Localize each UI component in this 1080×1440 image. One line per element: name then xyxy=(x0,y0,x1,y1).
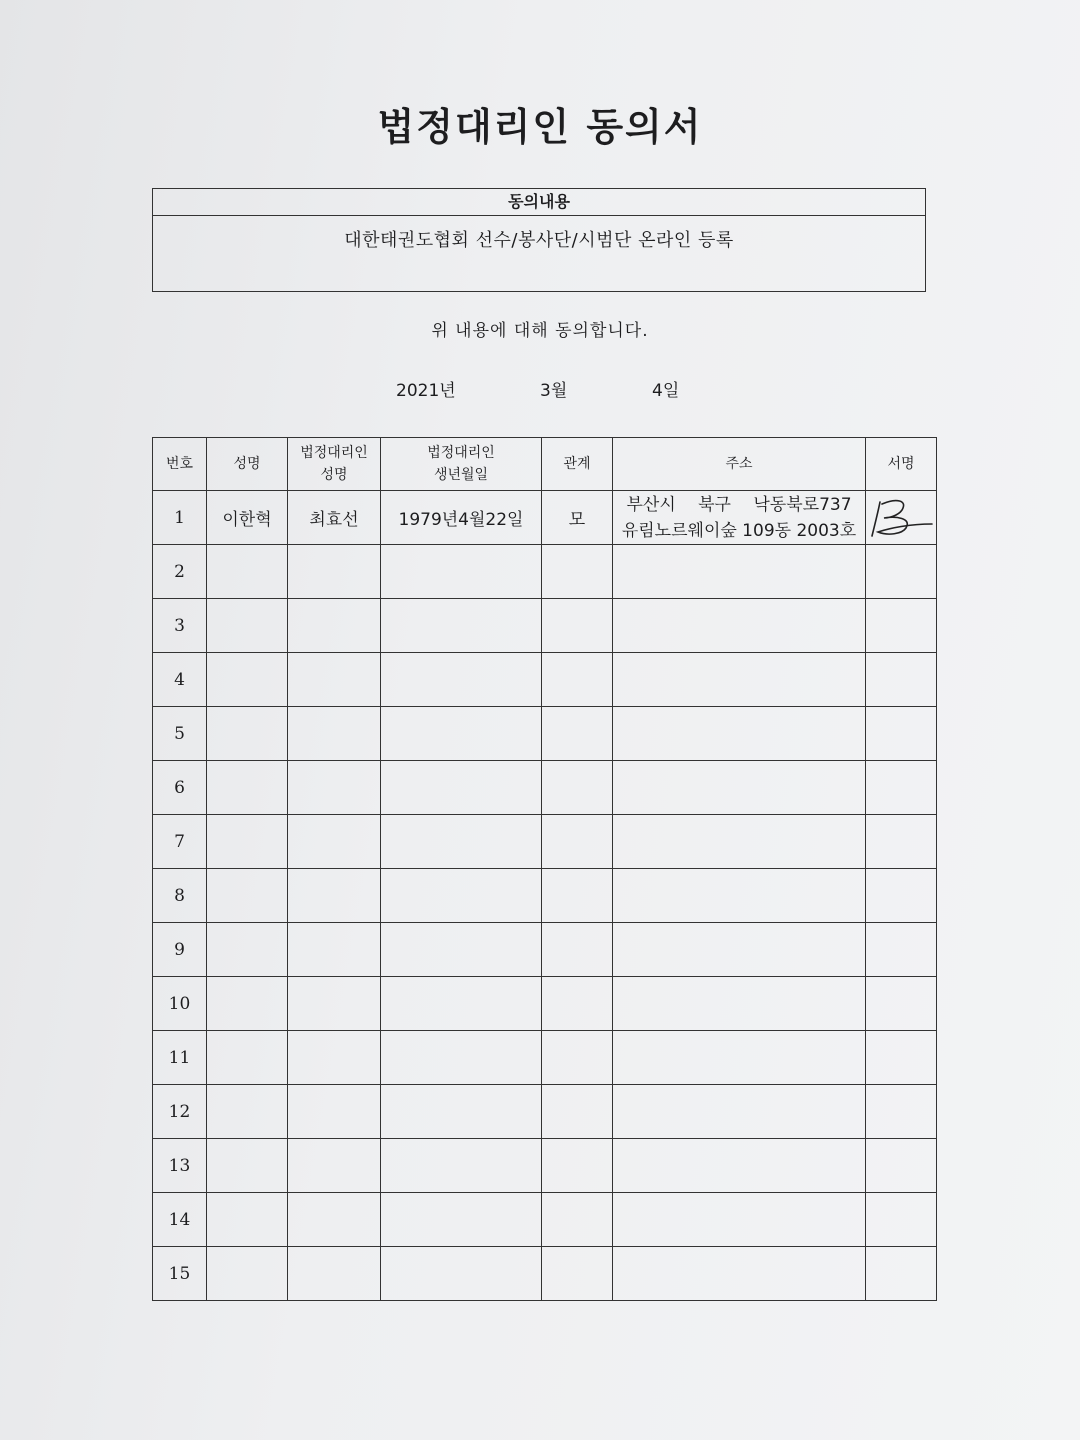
date-day: 4일 xyxy=(652,381,680,401)
signature xyxy=(866,977,937,1031)
guardian-name xyxy=(288,1247,381,1301)
guardian-birthdate xyxy=(381,1139,542,1193)
guardian-name xyxy=(288,815,381,869)
address xyxy=(613,1139,866,1193)
signature xyxy=(866,869,937,923)
guardian-birthdate xyxy=(381,545,542,599)
applicant-name xyxy=(207,545,288,599)
applicant-name xyxy=(207,707,288,761)
table-row xyxy=(153,977,937,1031)
table-row xyxy=(153,1247,937,1301)
signature xyxy=(866,1085,937,1139)
applicant-name xyxy=(207,815,288,869)
guardian-name xyxy=(288,707,381,761)
address xyxy=(613,761,866,815)
relation xyxy=(542,923,613,977)
relation xyxy=(542,599,613,653)
guardian-birthdate xyxy=(381,869,542,923)
signature xyxy=(866,653,937,707)
guardian-name xyxy=(288,923,381,977)
address-line2: 유림노르웨이숲 109동 2003호 xyxy=(621,520,857,541)
row-number: 2 xyxy=(153,545,207,599)
applicant-name xyxy=(207,923,288,977)
address xyxy=(613,545,866,599)
guardian-birthdate xyxy=(381,815,542,869)
signature xyxy=(866,545,937,599)
header-guardian-birth-line2: 생년월일 xyxy=(433,467,489,483)
guardian-birthdate xyxy=(381,1031,542,1085)
guardian-name xyxy=(288,869,381,923)
address xyxy=(613,599,866,653)
address xyxy=(613,1085,866,1139)
row-number: 14 xyxy=(153,1193,207,1247)
address xyxy=(613,491,866,545)
table-row xyxy=(153,1139,937,1193)
row-number: 7 xyxy=(153,815,207,869)
guardian-birthdate xyxy=(381,1193,542,1247)
applicant-name xyxy=(207,1139,288,1193)
guardian-birthdate xyxy=(381,707,542,761)
row-number: 11 xyxy=(153,1031,207,1085)
applicant-name: 이한혁 xyxy=(207,491,288,545)
signature xyxy=(866,1193,937,1247)
guardian-birthdate xyxy=(381,599,542,653)
table-row xyxy=(153,653,937,707)
date-month: 3월 xyxy=(540,381,568,401)
guardian-name xyxy=(288,761,381,815)
guardian-name xyxy=(288,653,381,707)
relation xyxy=(542,869,613,923)
guardian-birthdate xyxy=(381,977,542,1031)
applicant-name xyxy=(207,761,288,815)
guardian-name: 최효선 xyxy=(288,491,381,545)
signature xyxy=(866,1139,937,1193)
address-line1: 부산시 북구 낙동북로737 xyxy=(626,494,852,515)
table-row xyxy=(153,815,937,869)
header-guardian-name xyxy=(288,438,381,491)
signature xyxy=(866,599,937,653)
document-title: 법정대리인 동의서 xyxy=(377,105,703,149)
date-year: 2021년 xyxy=(396,381,456,401)
relation xyxy=(542,707,613,761)
guardian-birthdate xyxy=(381,1085,542,1139)
table-row xyxy=(153,1193,937,1247)
applicant-name xyxy=(207,1247,288,1301)
relation xyxy=(542,545,613,599)
header-guardian-name-line2: 성명 xyxy=(320,467,348,483)
guardian-birthdate xyxy=(381,1247,542,1301)
header-guardian-name-line1: 법정대리인 xyxy=(300,445,368,461)
table-row xyxy=(153,707,937,761)
consent-box xyxy=(152,188,926,292)
header-guardian-birth-line1: 법정대리인 xyxy=(427,445,495,461)
header-no: 번호 xyxy=(153,438,207,491)
address xyxy=(613,815,866,869)
address xyxy=(613,869,866,923)
relation xyxy=(542,1247,613,1301)
guardian-name xyxy=(288,599,381,653)
relation xyxy=(542,977,613,1031)
guardian-name xyxy=(288,1139,381,1193)
guardian-birthdate: 1979년4월22일 xyxy=(381,491,542,545)
row-number: 3 xyxy=(153,599,207,653)
applicant-name xyxy=(207,653,288,707)
signature xyxy=(866,1031,937,1085)
table-row xyxy=(153,491,937,545)
header-name: 성명 xyxy=(207,438,288,491)
table-row xyxy=(153,869,937,923)
row-number: 4 xyxy=(153,653,207,707)
row-number: 12 xyxy=(153,1085,207,1139)
guardian-name xyxy=(288,977,381,1031)
signature xyxy=(866,923,937,977)
guardian-name xyxy=(288,1031,381,1085)
row-number: 5 xyxy=(153,707,207,761)
row-number: 15 xyxy=(153,1247,207,1301)
address xyxy=(613,923,866,977)
guardian-birthdate xyxy=(381,761,542,815)
row-number: 6 xyxy=(153,761,207,815)
guardian-name xyxy=(288,1085,381,1139)
relation xyxy=(542,1139,613,1193)
address xyxy=(613,653,866,707)
signature xyxy=(866,761,937,815)
applicant-name xyxy=(207,1031,288,1085)
applicant-name xyxy=(207,869,288,923)
applicant-name xyxy=(207,1193,288,1247)
guardian-name xyxy=(288,1193,381,1247)
row-number: 13 xyxy=(153,1139,207,1193)
table-row xyxy=(153,1085,937,1139)
guardian-name xyxy=(288,545,381,599)
guardian-table xyxy=(152,437,937,1301)
table-row xyxy=(153,599,937,653)
row-number: 1 xyxy=(153,491,207,545)
guardian-birthdate xyxy=(381,923,542,977)
header-relation: 관계 xyxy=(542,438,613,491)
header-signature: 서명 xyxy=(866,438,937,491)
agreement-statement: 위 내용에 대해 동의합니다. xyxy=(431,321,649,341)
relation xyxy=(542,815,613,869)
relation: 모 xyxy=(542,491,613,545)
table-header-row xyxy=(153,438,937,491)
address xyxy=(613,707,866,761)
address xyxy=(613,1247,866,1301)
relation xyxy=(542,1085,613,1139)
signature xyxy=(866,491,937,545)
row-number: 10 xyxy=(153,977,207,1031)
address xyxy=(613,977,866,1031)
address xyxy=(613,1031,866,1085)
row-number: 9 xyxy=(153,923,207,977)
guardian-birthdate xyxy=(381,653,542,707)
applicant-name xyxy=(207,1085,288,1139)
header-address: 주소 xyxy=(613,438,866,491)
table-row xyxy=(153,761,937,815)
relation xyxy=(542,761,613,815)
applicant-name xyxy=(207,599,288,653)
signature xyxy=(866,1247,937,1301)
header-guardian-birth xyxy=(381,438,542,491)
address xyxy=(613,1193,866,1247)
relation xyxy=(542,653,613,707)
consent-header: 동의내용 xyxy=(153,189,925,216)
relation xyxy=(542,1193,613,1247)
table-row xyxy=(153,923,937,977)
relation xyxy=(542,1031,613,1085)
signature xyxy=(866,815,937,869)
row-number: 8 xyxy=(153,869,207,923)
table-row xyxy=(153,545,937,599)
table-row xyxy=(153,1031,937,1085)
signature-scribble xyxy=(866,494,936,542)
applicant-name xyxy=(207,977,288,1031)
consent-content: 대한태권도협회 선수/봉사단/시범단 온라인 등록 xyxy=(344,230,734,251)
signature xyxy=(866,707,937,761)
table-body xyxy=(153,491,937,1301)
